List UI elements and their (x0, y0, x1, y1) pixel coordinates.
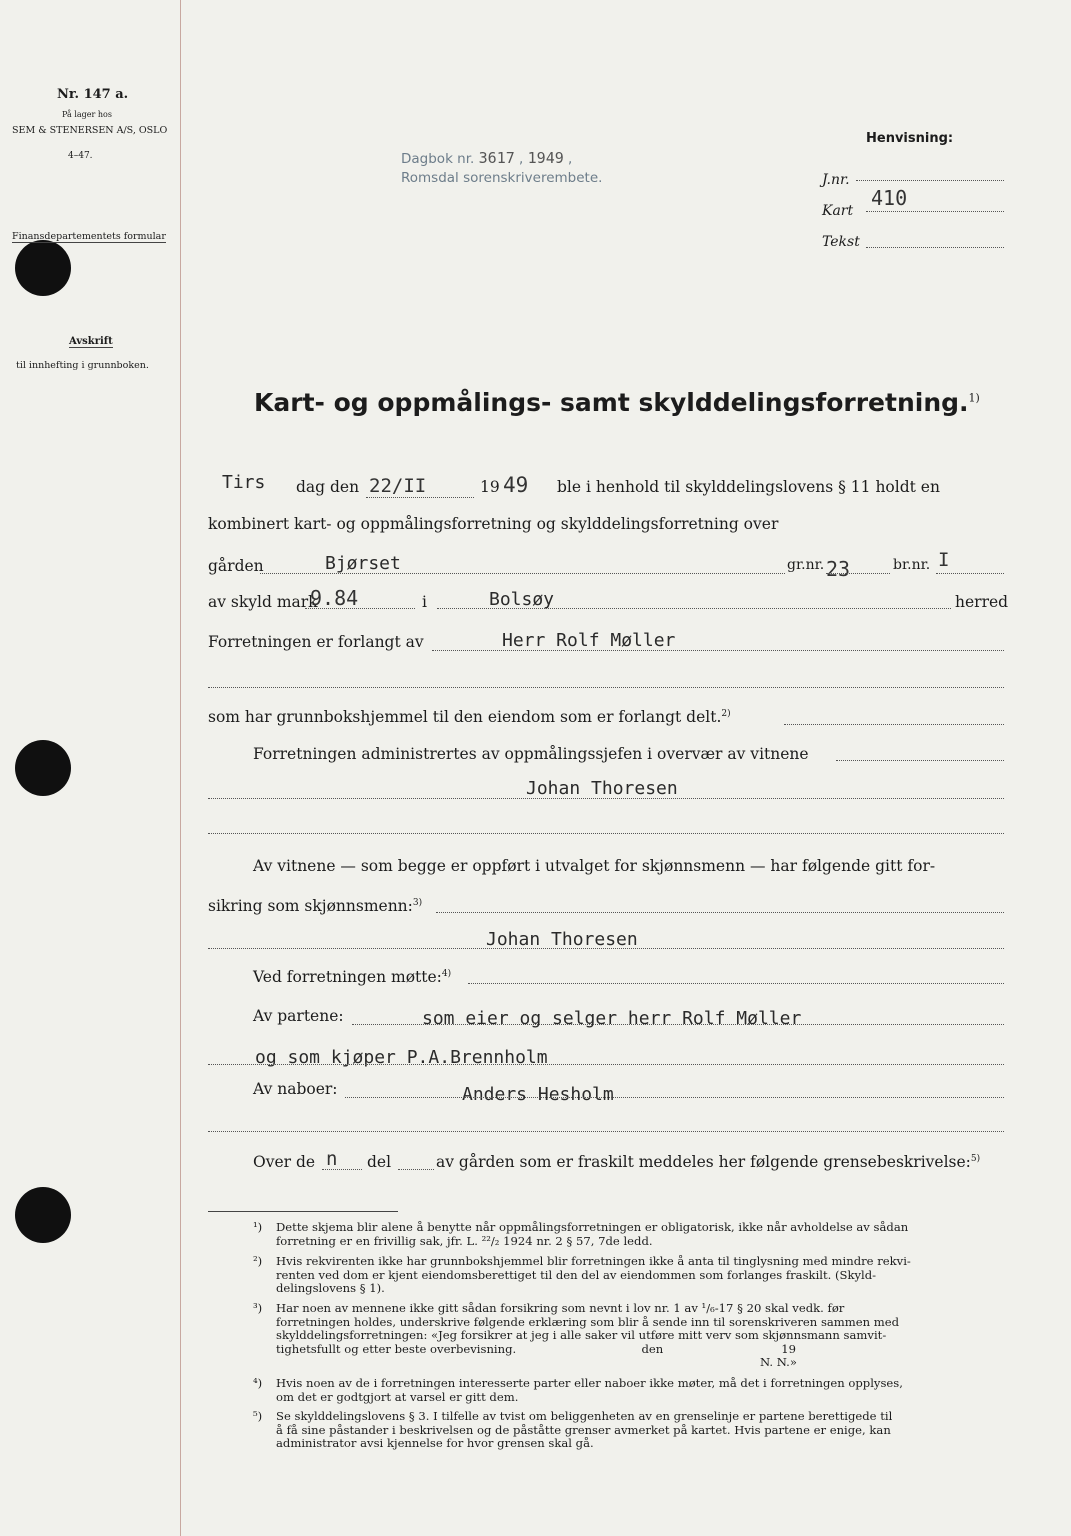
vitner-dots (436, 912, 1004, 913)
brnr-label: br.nr. (893, 557, 931, 573)
skjonn-line (208, 948, 1004, 949)
over-ref: 5) (970, 1153, 981, 1164)
grnr-label: gr.nr. (787, 557, 825, 573)
partene-line (352, 1024, 1004, 1025)
dagbok-label: Dagbok nr. (401, 151, 475, 167)
herred-line (437, 608, 951, 609)
footnote-3 (253, 1301, 900, 1356)
ministry-form-label: Finansdepartementets formular (12, 231, 166, 242)
partene-label: Av partene: (253, 1007, 344, 1025)
dagbok-year: 1949 (527, 149, 564, 167)
brnr-line (936, 573, 1004, 574)
vitner-line2-text: sikring som skjønnsmenn: (208, 897, 413, 915)
tekst-label: Tekst (822, 234, 860, 250)
grunnbok-ref: 2) (721, 708, 731, 719)
publisher-name: SEM & STENERSEN A/S, OSLO (12, 125, 168, 136)
stamp-office: Romsdal sorenskriverembete. (401, 170, 603, 186)
footnote-1 (253, 1220, 909, 1248)
footnote-line: delingslovens § 1). (276, 1281, 385, 1295)
partene-line-2 (208, 1064, 1004, 1065)
forlangt-line (432, 650, 1004, 651)
footnote-line: renten ved dom er kjent eiendomsberettiget til den del av eiendommen som forlanges fraskilt. (Skyld- (276, 1267, 877, 1282)
date-value: 22/II (369, 475, 427, 497)
naboer-label: Av naboer: (253, 1080, 338, 1098)
partene-value: som eier og selger herr Rolf Møller (422, 1008, 802, 1029)
blank-line-2 (208, 833, 1004, 834)
admin-dots (836, 760, 1004, 761)
vitne-value: Johan Thoresen (526, 778, 678, 799)
blank-line-3 (208, 1131, 1004, 1132)
dagbok-stamp: Dagbok nr. 3617 , 1949 , (401, 149, 573, 167)
partene-value-2: og som kjøper P.A.Brennholm (255, 1047, 548, 1068)
footnote-rule (208, 1211, 398, 1212)
punch-hole (15, 740, 71, 796)
footnote-line: Hvis rekvirenten ikke har grunnbokshjemmel blir forretningen ikke å anta til tinglysning med mindre rekvi- (276, 1254, 911, 1268)
naboer-value: Anders Hesholm (462, 1084, 614, 1105)
i-label: i (422, 593, 427, 611)
margin-rule (180, 0, 181, 1536)
footnote-5 (253, 1409, 893, 1451)
year-value: 49 (503, 473, 529, 497)
publisher-note: På lager hos (62, 110, 112, 119)
skyld-line (305, 608, 415, 609)
page-title (254, 388, 980, 417)
footnote-line: om det er godtgjort at varsel er gitt dem. (276, 1389, 519, 1404)
over-value: n (326, 1148, 338, 1170)
jnr-line (856, 180, 1004, 181)
motte-dots (468, 983, 1004, 984)
motte-label (253, 968, 451, 986)
avskrift-note: til innhefting i grunnboken. (16, 360, 149, 371)
kart-label: Kart (822, 203, 854, 219)
blank-line (208, 687, 1004, 688)
dagbok-number: 3617 (478, 149, 515, 167)
footnote-line: N. N.» (760, 1355, 797, 1369)
footnote-line: Har noen av mennene ikke gitt sådan forsikring som nevnt i lov nr. 1 av ¹/₆-17 § 20 skal vedk. før (276, 1301, 845, 1315)
del-label: del (367, 1153, 392, 1171)
vitner-line2 (208, 897, 422, 915)
skjonn-value: Johan Thoresen (486, 929, 638, 950)
avskrift-label: Avskrift (69, 336, 113, 347)
motte-ref: 4) (441, 968, 452, 979)
footnote-line: skylddelingsforretningen: «Jeg forsikrer at jeg i alle saker vil utføre mitt verv som skjønnsmann samvit- (276, 1328, 887, 1342)
footnote-line: forretning er en frivillig sak, jfr. L. ²²/₂ 1924 nr. 2 § 57, 7de ledd. (276, 1233, 653, 1248)
footnote-2 (253, 1254, 911, 1296)
motte-text: Ved forretningen møtte: (253, 968, 442, 986)
footnote-number: ⁴) (253, 1376, 263, 1390)
garden-label: gården (208, 557, 264, 575)
grnr-value: 23 (826, 557, 851, 581)
henvisning-heading: Henvisning: (866, 131, 954, 146)
footnote-line: å få sine påstander i beskrivelsen og de påståtte grenser avmerket på kartet. Hvis partene er enige, kan (276, 1422, 891, 1437)
forlangt-label: Forretningen er forlangt av (208, 633, 424, 651)
naboer-line (345, 1097, 1004, 1098)
herred-value: Bolsøy (489, 589, 555, 610)
del-dots (398, 1169, 434, 1170)
punch-hole (15, 240, 71, 296)
admin-line: Forretningen administrertes av oppmålingssjefen i overvær av vitnene (253, 745, 809, 763)
over-label: Over de (253, 1153, 316, 1171)
kart-value: 410 (871, 186, 908, 210)
herred-label: herred (955, 593, 1009, 611)
footnote-line: Se skylddelingslovens § 3. I tilfelle av tvist om beliggenheten av en grenselinje er partene berettigede til (276, 1409, 893, 1423)
grunnbok-dots (784, 724, 1004, 725)
tekst-line (866, 247, 1004, 248)
grunnbok-text: som har grunnbokshjemmel til den eiendom som er forlangt delt. (208, 708, 722, 726)
vitne-line (208, 798, 1004, 799)
title-footnote-ref: 1) (968, 391, 980, 405)
footnote-number: ¹) (253, 1220, 263, 1234)
grunnbok-line (208, 708, 731, 726)
punch-hole (15, 1187, 71, 1243)
date-line (366, 497, 474, 498)
kart-line (866, 211, 1004, 212)
skyld-value: 9.84 (310, 586, 359, 610)
forlangt-value: Herr Rolf Møller (502, 630, 676, 651)
footnote-4 (253, 1376, 903, 1404)
over-dots (322, 1169, 362, 1170)
footnote-line: Hvis noen av de i forretningen interesserte parter eller naboer ikke møter, må det i forretningen opplyses, (276, 1376, 903, 1390)
line1-tail: ble i henhold til skylddelingslovens § 11 holdt en (557, 478, 940, 496)
grnr-line (826, 573, 890, 574)
brnr-value: I (938, 549, 950, 571)
footnote-number: ²) (253, 1254, 263, 1268)
jnr-label: J.nr. (822, 172, 850, 188)
footnote-number: ⁵) (253, 1409, 263, 1423)
footnote-line: forretningen holdes, underskrive følgende erklæring som blir å sende inn til sorenskriveren sammen med (276, 1314, 900, 1329)
vitner-ref: 3) (412, 897, 423, 908)
form-number: Nr. 147 a. (57, 87, 129, 102)
footnote-line: administrator avsi kjennelse for hvor grensen skal gå. (276, 1436, 594, 1450)
vitner-line1: Av vitnene — som begge er oppført i utvalget for skjønnsmenn — har følgende gitt for- (253, 857, 936, 875)
skyld-label: av skyld mark (208, 593, 318, 611)
day-value: Tirs (222, 472, 266, 493)
footnote-number: ³) (253, 1301, 263, 1315)
footnote-nn (760, 1356, 797, 1370)
footnote-line: Dette skjema blir alene å benytte når oppmålingsforretningen er obligatorisk, ikke når avholdelse av sådan (276, 1220, 909, 1234)
dag-den-label: dag den (296, 478, 360, 496)
over-tail-text: av gården som er fraskilt meddeles her følgende grensebeskrivelse: (436, 1153, 971, 1171)
line2-text: kombinert kart- og oppmålingsforretning og skylddelingsforretning over (208, 515, 779, 533)
over-tail (436, 1153, 980, 1171)
year-prefix: 19 (480, 478, 500, 496)
title-text: Kart- og oppmålings- samt skylddelingsforretning. (254, 388, 969, 417)
garden-value: Bjørset (325, 553, 401, 574)
footnote-line: tighetsfullt og etter beste overbevisning. den 19 (276, 1341, 796, 1356)
date-code: 4–47. (68, 151, 93, 161)
